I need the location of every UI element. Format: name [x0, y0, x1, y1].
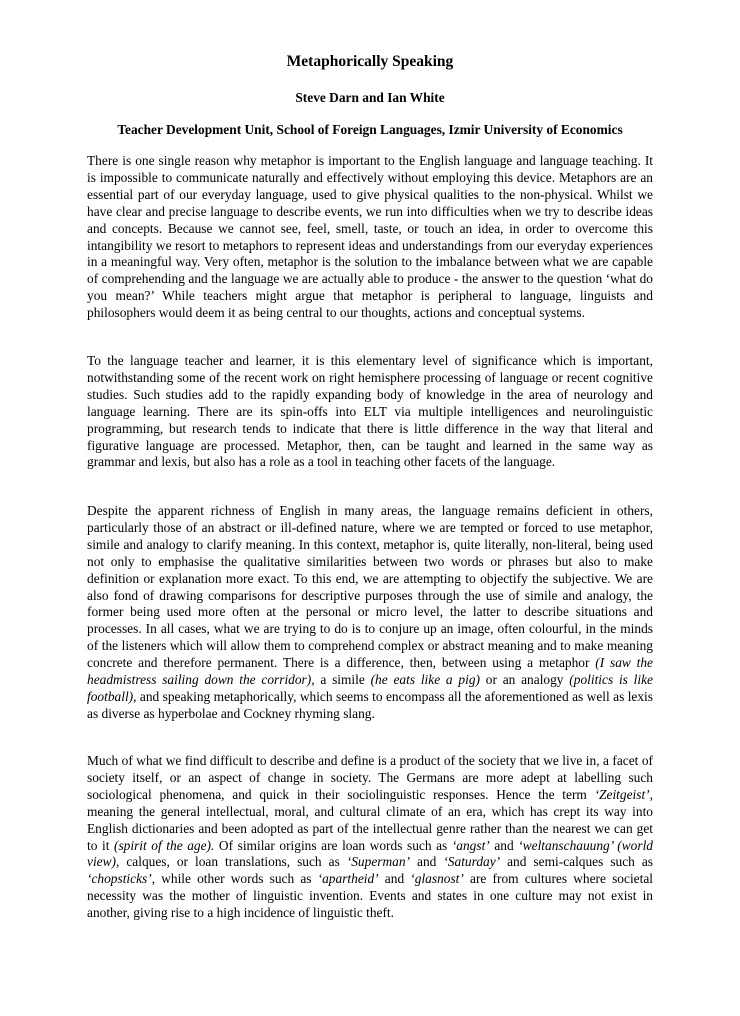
example-simile: (he eats like a pig) [370, 672, 480, 688]
paragraph-4-text: and [410, 854, 444, 870]
paragraph-4-text: and [378, 871, 411, 887]
paragraph-3-text: Despite the apparent richness of English in many areas, the language remains deficient in others, particularly those of an abstract or ill-defined nature, where we are tempted or forced to use metaphor, simile and analogy to clarify meaning. In this context, metaphor is, quite literally, non-literal, being used not only to emphasise the qualitative similarities between two words or phrases but also to make definition or explanation more exact. To this end, we are attempting to objectify the subjective. We are also fond of drawing comparisons for descriptive purposes through the use of simile and analogy, the former being used more often at the personal or micro level, the latter to describe situations and processes. In all cases, what we are trying to do is to conjure up an image, often colourful, in the minds of the listeners which will allow them to comprehend complex or abstract meaning and to make meaning concrete and therefore permanent. There is a difference, then, between using a metaphor [87, 503, 653, 671]
paragraph-4-text: , calques, or loan translations, such as [116, 854, 347, 870]
paragraph-4-text: and semi-calques such as [500, 854, 654, 870]
paragraph-4-text: Of similar origins are loan words such as [214, 837, 452, 853]
term-weltanschauung: ‘weltanschauung’ (world view) [87, 837, 653, 870]
example-analogy: (politics is like football), [87, 672, 654, 704]
document-authors: Steve Darn and Ian White [295, 90, 445, 105]
paragraph-3-text: and speaking metaphorically, which seems to encompass all the aforementioned as well as lexis as diverse as hyperbolae and Cockney rhyming slang. [87, 688, 653, 721]
document-affiliation: Teacher Development Unit, School of Foreign Languages, Izmir University of Economics [117, 122, 623, 137]
paragraph-4-text: and [489, 837, 519, 853]
paragraph-4-text: Much of what we find difficult to describe and define is a product of the society that we live in, a facet of society itself, or an aspect of change in society. The Germans are more adept at labelling such sociological phenomena, and quick in their sociolinguistic responses. Hence the term [87, 753, 653, 802]
term-saturday: ‘Saturday’ [443, 854, 501, 870]
paragraph-3 [87, 503, 653, 723]
term-glasnost: ‘glasnost’ [410, 871, 464, 887]
paragraph-1: There is one single reason why metaphor is important to the English language and language teaching. It is impossible to communicate naturally and effectively without employing this device. Metaphors are an essential part of our everyday language, used to give physical qualities to the non-physical. Whilst we have clear and precise language to describe events, we run into difficulties when we try to describe ideas and concepts. Because we cannot see, feel, smell, taste, or touch an idea, in order to overcome this intangibility we resort to metaphors to represent ideas and understandings from our everyday experiences in a meaningful way. Very often, metaphor is the solution to the imbalance between what we are capable of comprehending and the language we are actually able to produce - the answer to the question ‘what do you mean?’ While teachers might argue that metaphor is peripheral to language, linguists and philosophers would deem it as being central to our thoughts, actions and conceptual systems. [87, 153, 653, 321]
document-title: Metaphorically Speaking [286, 53, 454, 70]
term-superman: ‘Superman’ [346, 854, 411, 870]
paragraph-2: To the language teacher and learner, it is this elementary level of significance which is important, notwithstanding some of the recent work on right hemisphere processing of language or recent cognitive studies. Such studies add to the rapidly expanding body of knowledge in the area of neurology and language learning. There are its spin-offs into ELT via multiple intelligences and neurolinguistic programming, but research tends to indicate that there is little difference in the way that literal and figurative language are processed. Metaphor, then, can be taught and learned in the same way as grammar and lexis, but also has a role as a tool in teaching other facets of the language. [87, 353, 653, 470]
term-zeitgeist: ‘Zeitgeist’ [594, 786, 650, 802]
example-metaphor: (I saw the headmistress sailing down the corridor), [87, 655, 654, 688]
paragraph-4-text: , while other words such as [151, 871, 318, 887]
paragraph-3-text: or an analogy [479, 672, 570, 688]
term-spirit-of-the-age: (spirit of the age). [114, 837, 215, 853]
term-angst: ‘angst’ [451, 837, 490, 853]
term-apartheid: ‘apartheid’ [317, 871, 379, 887]
paragraph-4-text: , meaning the general intellectual, moral, and cultural climate of an era, which has crept its way into English dictionaries and been adopted as part of the intellectual genre rather than the nearest we can get to it [87, 786, 653, 853]
paragraph-4 [87, 753, 653, 922]
paragraph-3-text: a simile [314, 672, 371, 688]
term-chopsticks: ‘chopsticks’ [87, 871, 152, 887]
paragraph-4-text: are from cultures where societal necessity was the mother of linguistic invention. Events and states in one culture may not exist in another, giving rise to a high incidence of linguistic theft. [87, 871, 653, 921]
